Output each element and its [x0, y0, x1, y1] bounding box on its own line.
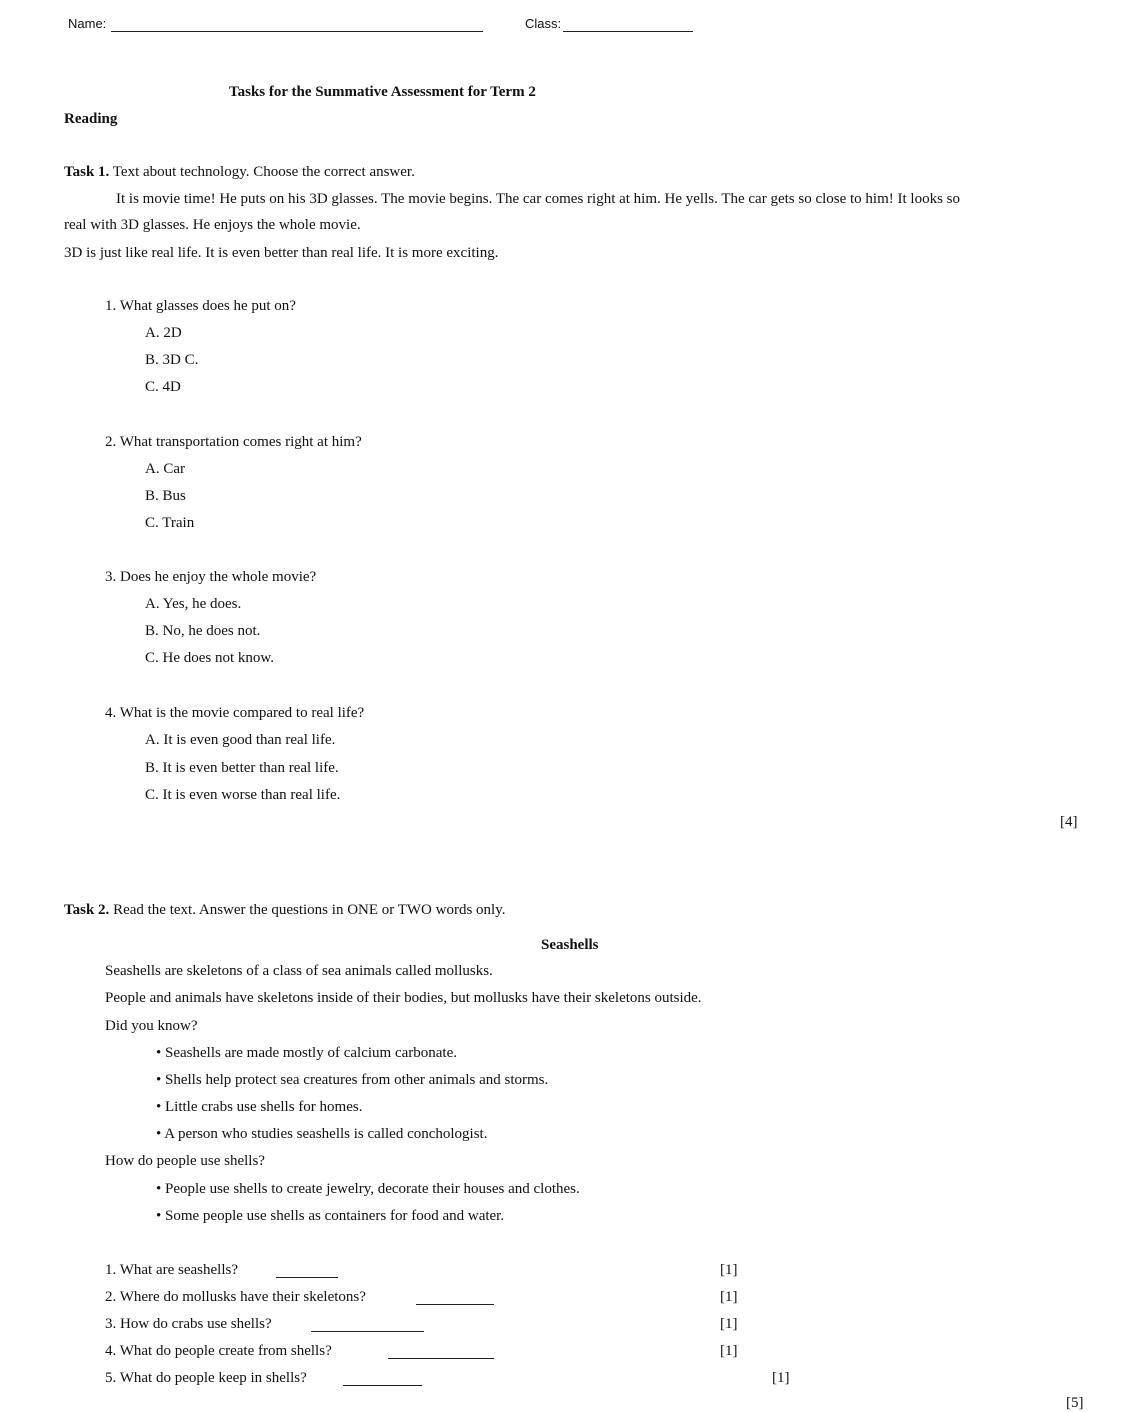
section-heading: Reading: [64, 111, 118, 127]
bullet-item: • Some people use shells as containers for food and water.: [156, 1208, 505, 1224]
answer-option[interactable]: A. Yes, he does.: [145, 596, 242, 612]
task2-question: 3. How do crabs use shells?: [105, 1316, 272, 1332]
task1-question: 2. What transportation comes right at him?: [105, 434, 362, 450]
task2-label: Task 2.: [64, 902, 110, 918]
task2-question: 5. What do people keep in shells?: [105, 1370, 307, 1386]
question-mark: [1]: [772, 1370, 790, 1386]
bullet-text: A person who studies seashells is called conchologist.: [164, 1126, 488, 1142]
answer-option[interactable]: C. It is even worse than real life.: [145, 787, 341, 803]
answer-blank[interactable]: [416, 1304, 494, 1305]
bullet-text: Little crabs use shells for homes.: [165, 1099, 363, 1115]
question-mark: [1]: [720, 1343, 738, 1359]
task1-passage-line3: 3D is just like real life. It is even better than real life. It is more exciting.: [64, 245, 499, 261]
bullet-item: • Shells help protect sea creatures from other animals and storms.: [156, 1072, 549, 1088]
name-label: Name:: [68, 16, 107, 31]
task2-question: 2. Where do mollusks have their skeletons?: [105, 1289, 366, 1305]
name-field[interactable]: [111, 31, 483, 32]
question-mark: [1]: [720, 1316, 738, 1332]
task1-question: 1. What glasses does he put on?: [105, 298, 296, 314]
bullet-item: • A person who studies seashells is called conchologist.: [156, 1126, 488, 1142]
task1-passage-line2: real with 3D glasses. He enjoys the whole movie.: [64, 217, 361, 233]
answer-option[interactable]: C. 4D: [145, 379, 181, 395]
task1-label: Task 1.: [64, 164, 110, 180]
bullet-text: People use shells to create jewelry, decorate their houses and clothes.: [165, 1181, 580, 1197]
answer-option[interactable]: B. It is even better than real life.: [145, 760, 339, 776]
answer-blank[interactable]: [388, 1358, 494, 1359]
bullet-item: • People use shells to create jewelry, decorate their houses and clothes.: [156, 1181, 580, 1197]
answer-blank[interactable]: [343, 1385, 422, 1386]
passage-title: Seashells: [541, 937, 599, 953]
answer-option[interactable]: A. 2D: [145, 325, 182, 341]
answer-option[interactable]: A. It is even good than real life.: [145, 732, 336, 748]
task2-header: [64, 902, 506, 919]
bullet-text: Shells help protect sea creatures from other animals and storms.: [165, 1072, 549, 1088]
bullet-item: • Seashells are made mostly of calcium carbonate.: [156, 1045, 457, 1061]
answer-option[interactable]: B. No, he does not.: [145, 623, 261, 639]
task1-question: 4. What is the movie compared to real life?: [105, 705, 365, 721]
bullet-item: • Little crabs use shells for homes.: [156, 1099, 363, 1115]
answer-option[interactable]: C. Train: [145, 515, 195, 531]
answer-option[interactable]: B. Bus: [145, 488, 186, 504]
bullet-text: Some people use shells as containers for food and water.: [165, 1208, 505, 1224]
task2-total-mark: [5]: [1066, 1395, 1084, 1411]
answer-blank[interactable]: [311, 1331, 424, 1332]
task2-question: 1. What are seashells?: [105, 1262, 239, 1278]
answer-option[interactable]: B. 3D C.: [145, 352, 199, 368]
task2-instruction: Read the text. Answer the questions in ONE or TWO words only.: [109, 902, 506, 918]
passage-line: Did you know?: [105, 1018, 198, 1034]
question-mark: [1]: [720, 1262, 738, 1278]
bullet-text: Seashells are made mostly of calcium carbonate.: [165, 1045, 457, 1061]
task1-question: 3. Does he enjoy the whole movie?: [105, 569, 317, 585]
page-title: Tasks for the Summative Assessment for Term 2: [229, 84, 536, 100]
passage-line: Seashells are skeletons of a class of sea animals called mollusks.: [105, 963, 493, 979]
answer-blank[interactable]: [276, 1277, 338, 1278]
answer-option[interactable]: A. Car: [145, 461, 185, 477]
passage-subheading: How do people use shells?: [105, 1153, 265, 1169]
class-label: Class:: [525, 16, 562, 31]
answer-option[interactable]: C. He does not know.: [145, 650, 275, 666]
task1-header: [64, 164, 415, 181]
task1-instruction: Text about technology. Choose the correct answer.: [109, 164, 415, 180]
task2-question: 4. What do people create from shells?: [105, 1343, 332, 1359]
class-field[interactable]: [563, 31, 693, 32]
task1-passage-line1: It is movie time! He puts on his 3D glasses. The movie begins. The car comes right at him. He yells. The car gets so close to him! It looks so: [116, 191, 961, 207]
task1-total-mark: [4]: [1060, 814, 1078, 830]
passage-line: People and animals have skeletons inside of their bodies, but mollusks have their skeletons outside.: [105, 990, 702, 1006]
question-mark: [1]: [720, 1289, 738, 1305]
